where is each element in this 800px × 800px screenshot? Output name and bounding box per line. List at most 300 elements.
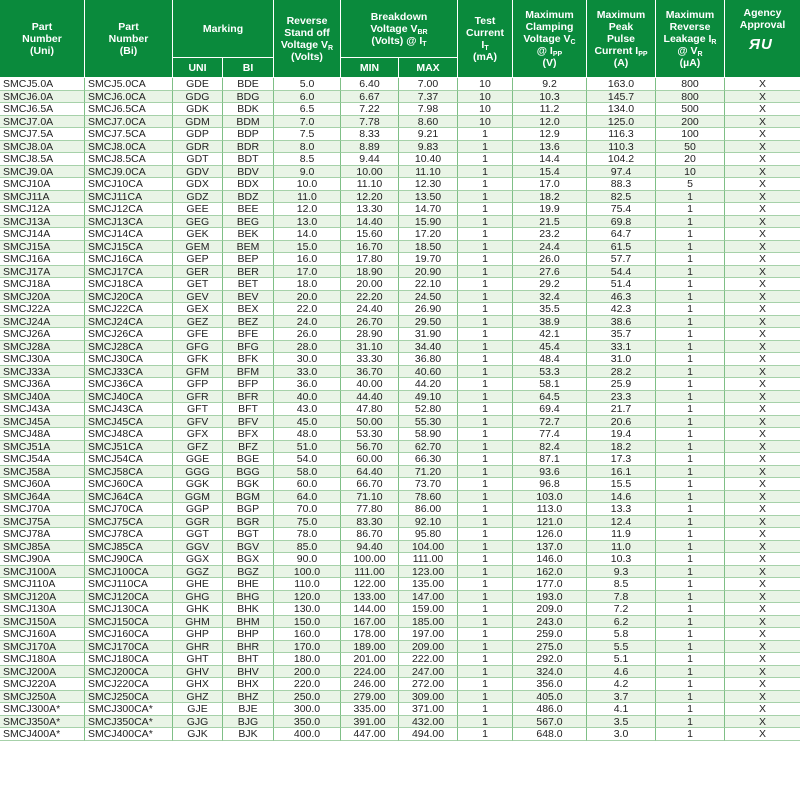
cell-it: 10	[458, 78, 513, 91]
cell-ipp: 54.4	[587, 266, 656, 279]
cell-vc: 32.4	[513, 291, 587, 304]
cell-vbr-max: 123.00	[399, 566, 458, 579]
cell-it: 1	[458, 678, 513, 691]
cell-vc: 48.4	[513, 353, 587, 366]
cell-ipp: 4.6	[587, 666, 656, 679]
table-row	[0, 91, 800, 104]
cell-ir: 1	[656, 253, 725, 266]
cell-part-bi: SMCJ54CA	[85, 453, 173, 466]
cell-vbr-min: 178.00	[341, 628, 399, 641]
cell-vc: 53.3	[513, 366, 587, 379]
cell-it: 1	[458, 266, 513, 279]
cell-marking-uni: GDT	[173, 153, 223, 166]
cell-agency: X	[725, 516, 800, 529]
cell-vr: 15.0	[274, 241, 341, 254]
cell-ipp: 13.3	[587, 503, 656, 516]
cell-ir: 1	[656, 491, 725, 504]
cell-part-uni: SMCJ6.5A	[0, 103, 85, 116]
cell-part-bi: SMCJ150CA	[85, 616, 173, 629]
cell-marking-bi: BGE	[223, 453, 274, 466]
cell-vbr-max: 222.00	[399, 653, 458, 666]
cell-marking-uni: GEK	[173, 228, 223, 241]
cell-vr: 350.0	[274, 716, 341, 729]
svg-text:U: U	[760, 36, 772, 53]
cell-marking-uni: GGT	[173, 528, 223, 541]
cell-ipp: 20.6	[587, 416, 656, 429]
cell-ipp: 5.5	[587, 641, 656, 654]
cell-part-uni: SMCJ60A	[0, 478, 85, 491]
cell-ir: 1	[656, 616, 725, 629]
cell-ir: 1	[656, 703, 725, 716]
cell-part-bi: SMCJ51CA	[85, 441, 173, 454]
cell-vr: 58.0	[274, 466, 341, 479]
header-ir-line4	[677, 45, 702, 57]
cell-it: 1	[458, 666, 513, 679]
cell-ir: 800	[656, 78, 725, 91]
cell-vr: 45.0	[274, 416, 341, 429]
cell-vbr-min: 14.40	[341, 216, 399, 229]
cell-vbr-max: 494.00	[399, 728, 458, 741]
cell-vr: 28.0	[274, 341, 341, 354]
cell-vr: 110.0	[274, 578, 341, 591]
cell-ipp: 3.5	[587, 716, 656, 729]
cell-it: 1	[458, 691, 513, 704]
cell-ir: 200	[656, 116, 725, 129]
cell-agency: X	[725, 253, 800, 266]
cell-ir: 1	[656, 716, 725, 729]
header-part-bi	[85, 0, 173, 78]
cell-marking-uni: GDR	[173, 141, 223, 154]
header-part-uni-line2: Number	[22, 32, 62, 45]
cell-marking-bi: BDP	[223, 128, 274, 141]
cell-agency: X	[725, 328, 800, 341]
cell-part-bi: SMCJ7.0CA	[85, 116, 173, 129]
cell-ir: 1	[656, 641, 725, 654]
cell-agency: X	[725, 491, 800, 504]
cell-vbr-min: 18.90	[341, 266, 399, 279]
cell-part-bi: SMCJ30CA	[85, 353, 173, 366]
table-row	[0, 203, 800, 216]
cell-vr: 90.0	[274, 553, 341, 566]
cell-marking-uni: GDG	[173, 91, 223, 104]
cell-vbr-min: 28.90	[341, 328, 399, 341]
table-row	[0, 216, 800, 229]
cell-vbr-max: 12.30	[399, 178, 458, 191]
cell-part-uni: SMCJ13A	[0, 216, 85, 229]
cell-part-bi: SMCJ24CA	[85, 316, 173, 329]
cell-vc: 26.0	[513, 253, 587, 266]
cell-vr: 8.0	[274, 141, 341, 154]
cell-marking-uni: GFV	[173, 416, 223, 429]
cell-marking-bi: BDG	[223, 91, 274, 104]
cell-ir: 1	[656, 316, 725, 329]
cell-it: 1	[458, 216, 513, 229]
cell-vbr-max: 272.00	[399, 678, 458, 691]
table-row	[0, 641, 800, 654]
svg-text:Я: Я	[748, 36, 760, 53]
cell-vbr-max: 309.00	[399, 691, 458, 704]
cell-vc: 24.4	[513, 241, 587, 254]
cell-vbr-min: 44.40	[341, 391, 399, 404]
cell-ipp: 11.0	[587, 541, 656, 554]
cell-ipp: 6.2	[587, 616, 656, 629]
cell-vbr-max: 66.30	[399, 453, 458, 466]
cell-vc: 93.6	[513, 466, 587, 479]
cell-part-uni: SMCJ250A	[0, 691, 85, 704]
cell-marking-bi: BDR	[223, 141, 274, 154]
table-row	[0, 503, 800, 516]
cell-ir: 800	[656, 91, 725, 104]
cell-part-bi: SMCJ250CA	[85, 691, 173, 704]
table-row	[0, 578, 800, 591]
cell-marking-bi: BDX	[223, 178, 274, 191]
cell-vbr-max: 26.90	[399, 303, 458, 316]
cell-agency: X	[725, 141, 800, 154]
cell-vc: 23.2	[513, 228, 587, 241]
cell-vbr-min: 189.00	[341, 641, 399, 654]
cell-vbr-max: 9.83	[399, 141, 458, 154]
cell-it: 1	[458, 566, 513, 579]
cell-it: 1	[458, 616, 513, 629]
cell-agency: X	[725, 316, 800, 329]
cell-part-uni: SMCJ18A	[0, 278, 85, 291]
cell-it: 1	[458, 541, 513, 554]
cell-agency: X	[725, 641, 800, 654]
cell-ir: 1	[656, 528, 725, 541]
cell-vr: 12.0	[274, 203, 341, 216]
cell-agency: X	[725, 403, 800, 416]
cell-marking-bi: BFV	[223, 416, 274, 429]
cell-vr: 30.0	[274, 353, 341, 366]
cell-marking-uni: GFX	[173, 428, 223, 441]
cell-marking-bi: BFZ	[223, 441, 274, 454]
cell-marking-bi: BHX	[223, 678, 274, 691]
header-part-bi-line1: Part	[118, 20, 139, 33]
cell-vr: 26.0	[274, 328, 341, 341]
cell-part-bi: SMCJ5.0CA	[85, 78, 173, 91]
cell-ipp: 134.0	[587, 103, 656, 116]
cell-marking-bi: BEX	[223, 303, 274, 316]
cell-marking-uni: GEZ	[173, 316, 223, 329]
cell-it: 10	[458, 116, 513, 129]
header-vc-line1: Maximum	[525, 8, 574, 21]
cell-part-bi: SMCJ14CA	[85, 228, 173, 241]
cell-part-uni: SMCJ10A	[0, 178, 85, 191]
cell-vc: 243.0	[513, 616, 587, 629]
cell-part-uni: SMCJ12A	[0, 203, 85, 216]
cell-marking-bi: BEM	[223, 241, 274, 254]
cell-ir: 1	[656, 466, 725, 479]
cell-agency: X	[725, 453, 800, 466]
cell-vr: 130.0	[274, 603, 341, 616]
cell-it: 1	[458, 128, 513, 141]
table-row	[0, 666, 800, 679]
cell-part-bi: SMCJ85CA	[85, 541, 173, 554]
cell-part-uni: SMCJ11A	[0, 191, 85, 204]
cell-part-uni: SMCJ200A	[0, 666, 85, 679]
cell-part-bi: SMCJ20CA	[85, 291, 173, 304]
cell-vbr-max: 13.50	[399, 191, 458, 204]
cell-vbr-max: 62.70	[399, 441, 458, 454]
cell-part-bi: SMCJ13CA	[85, 216, 173, 229]
cell-ir: 500	[656, 103, 725, 116]
header-ir-line3	[664, 33, 717, 45]
cell-part-bi: SMCJ200CA	[85, 666, 173, 679]
cell-part-uni: SMCJ5.0A	[0, 78, 85, 91]
cell-ipp: 51.4	[587, 278, 656, 291]
cell-agency: X	[725, 303, 800, 316]
cell-part-uni: SMCJ170A	[0, 641, 85, 654]
cell-marking-bi: BHV	[223, 666, 274, 679]
cell-vbr-min: 56.70	[341, 441, 399, 454]
cell-ir: 1	[656, 216, 725, 229]
header-vbr-line3	[371, 35, 426, 47]
header-ipp-line1: Maximum	[596, 8, 646, 21]
cell-agency: X	[725, 241, 800, 254]
header-marking	[173, 0, 274, 58]
table-row	[0, 153, 800, 166]
cell-marking-uni: GHG	[173, 591, 223, 604]
cell-it: 1	[458, 641, 513, 654]
cell-part-bi: SMCJ58CA	[85, 466, 173, 479]
cell-marking-bi: BEP	[223, 253, 274, 266]
cell-vbr-min: 144.00	[341, 603, 399, 616]
cell-vbr-min: 6.40	[341, 78, 399, 91]
cell-it: 1	[458, 366, 513, 379]
cell-vbr-min: 201.00	[341, 653, 399, 666]
cell-part-uni: SMCJ22A	[0, 303, 85, 316]
cell-part-uni: SMCJ120A	[0, 591, 85, 604]
cell-ipp: 21.7	[587, 403, 656, 416]
cell-marking-bi: BGR	[223, 516, 274, 529]
cell-ir: 1	[656, 403, 725, 416]
cell-marking-bi: BFT	[223, 403, 274, 416]
cell-marking-bi: BEG	[223, 216, 274, 229]
cell-marking-bi: BER	[223, 266, 274, 279]
cell-part-bi: SMCJ64CA	[85, 491, 173, 504]
cell-ir: 1	[656, 666, 725, 679]
cell-marking-uni: GHX	[173, 678, 223, 691]
cell-vc: 69.4	[513, 403, 587, 416]
cell-agency: X	[725, 91, 800, 104]
cell-marking-bi: BEK	[223, 228, 274, 241]
cell-vr: 85.0	[274, 541, 341, 554]
cell-agency: X	[725, 666, 800, 679]
cell-ir: 1	[656, 266, 725, 279]
cell-part-uni: SMCJ64A	[0, 491, 85, 504]
table-row	[0, 728, 800, 741]
cell-ir: 1	[656, 303, 725, 316]
header-marking-label: Marking	[202, 22, 244, 35]
cell-ir: 1	[656, 691, 725, 704]
cell-marking-uni: GHE	[173, 578, 223, 591]
cell-part-uni: SMCJ7.0A	[0, 116, 85, 129]
cell-ir: 1	[656, 628, 725, 641]
cell-agency: X	[725, 716, 800, 729]
cell-marking-uni: GEP	[173, 253, 223, 266]
cell-vc: 356.0	[513, 678, 587, 691]
cell-agency: X	[725, 203, 800, 216]
header-vc-line3	[523, 33, 575, 45]
table-row	[0, 441, 800, 454]
header-it-line2: Current	[466, 26, 504, 39]
cell-marking-uni: GHZ	[173, 691, 223, 704]
cell-part-uni: SMCJ20A	[0, 291, 85, 304]
cell-marking-uni: GEG	[173, 216, 223, 229]
cell-agency: X	[725, 528, 800, 541]
table-row	[0, 278, 800, 291]
cell-agency: X	[725, 578, 800, 591]
cell-vc: 18.2	[513, 191, 587, 204]
cell-ipp: 23.3	[587, 391, 656, 404]
cell-agency: X	[725, 116, 800, 129]
cell-ipp: 42.3	[587, 303, 656, 316]
cell-part-uni: SMCJ30A	[0, 353, 85, 366]
cell-part-uni: SMCJ17A	[0, 266, 85, 279]
cell-part-bi: SMCJ130CA	[85, 603, 173, 616]
cell-part-bi: SMCJ110CA	[85, 578, 173, 591]
cell-marking-bi: BFX	[223, 428, 274, 441]
cell-vr: 60.0	[274, 478, 341, 491]
header-it	[458, 0, 513, 78]
cell-it: 1	[458, 166, 513, 179]
cell-part-bi: SMCJ12CA	[85, 203, 173, 216]
header-vr-line3	[281, 39, 333, 51]
cell-vbr-max: 10.40	[399, 153, 458, 166]
cell-ipp: 125.0	[587, 116, 656, 129]
cell-marking-uni: GGP	[173, 503, 223, 516]
cell-ir: 100	[656, 128, 725, 141]
cell-vr: 64.0	[274, 491, 341, 504]
cell-vbr-min: 11.10	[341, 178, 399, 191]
cell-marking-uni: GER	[173, 266, 223, 279]
cell-it: 1	[458, 453, 513, 466]
cell-ir: 5	[656, 178, 725, 191]
cell-ir: 1	[656, 203, 725, 216]
table-row	[0, 491, 800, 504]
cell-part-bi: SMCJ26CA	[85, 328, 173, 341]
cell-ipp: 4.1	[587, 703, 656, 716]
cell-it: 1	[458, 391, 513, 404]
cell-marking-uni: GHT	[173, 653, 223, 666]
cell-marking-uni: GJK	[173, 728, 223, 741]
cell-ir: 1	[656, 278, 725, 291]
cell-marking-bi: BGP	[223, 503, 274, 516]
cell-vr: 36.0	[274, 378, 341, 391]
cell-ipp: 11.9	[587, 528, 656, 541]
cell-part-uni: SMCJ350A*	[0, 716, 85, 729]
cell-vr: 8.5	[274, 153, 341, 166]
cell-ir: 1	[656, 341, 725, 354]
cell-part-bi: SMCJ7.5CA	[85, 128, 173, 141]
cell-vbr-max: 52.80	[399, 403, 458, 416]
cell-agency: X	[725, 478, 800, 491]
cell-vbr-min: 50.00	[341, 416, 399, 429]
cell-vc: 405.0	[513, 691, 587, 704]
cell-vbr-max: 19.70	[399, 253, 458, 266]
header-vc-pp-sub: PP	[552, 50, 563, 58]
cell-marking-bi: BGM	[223, 491, 274, 504]
cell-vr: 11.0	[274, 191, 341, 204]
cell-part-uni: SMCJ130A	[0, 603, 85, 616]
table-row	[0, 116, 800, 129]
cell-vr: 6.0	[274, 91, 341, 104]
cell-agency: X	[725, 653, 800, 666]
header-vbr-max	[399, 58, 458, 78]
cell-vr: 5.0	[274, 78, 341, 91]
header-vbr-line2	[370, 23, 427, 35]
cell-vr: 33.0	[274, 366, 341, 379]
header-ir	[656, 0, 725, 78]
cell-marking-bi: BGK	[223, 478, 274, 491]
cell-part-bi: SMCJ8.0CA	[85, 141, 173, 154]
cell-vc: 11.2	[513, 103, 587, 116]
cell-vbr-min: 94.40	[341, 541, 399, 554]
cell-vc: 137.0	[513, 541, 587, 554]
cell-marking-bi: BET	[223, 278, 274, 291]
cell-marking-uni: GGE	[173, 453, 223, 466]
cell-marking-uni: GDZ	[173, 191, 223, 204]
cell-marking-uni: GFP	[173, 378, 223, 391]
cell-it: 1	[458, 228, 513, 241]
cell-vr: 43.0	[274, 403, 341, 416]
cell-ipp: 38.6	[587, 316, 656, 329]
cell-vr: 16.0	[274, 253, 341, 266]
table-row	[0, 366, 800, 379]
cell-part-uni: SMCJ90A	[0, 553, 85, 566]
cell-vc: 27.6	[513, 266, 587, 279]
cell-vbr-min: 86.70	[341, 528, 399, 541]
cell-vbr-min: 246.00	[341, 678, 399, 691]
cell-agency: X	[725, 566, 800, 579]
cell-vc: 13.6	[513, 141, 587, 154]
cell-vbr-min: 12.20	[341, 191, 399, 204]
cell-agency: X	[725, 353, 800, 366]
cell-vc: 58.1	[513, 378, 587, 391]
cell-vbr-max: 34.40	[399, 341, 458, 354]
cell-agency: X	[725, 728, 800, 741]
table-row	[0, 616, 800, 629]
cell-ir: 1	[656, 591, 725, 604]
cell-vbr-min: 9.44	[341, 153, 399, 166]
cell-vbr-min: 7.78	[341, 116, 399, 129]
cell-vr: 7.5	[274, 128, 341, 141]
cell-vbr-min: 8.33	[341, 128, 399, 141]
table-row	[0, 141, 800, 154]
cell-it: 1	[458, 253, 513, 266]
cell-ipp: 25.9	[587, 378, 656, 391]
cell-part-bi: SMCJ78CA	[85, 528, 173, 541]
cell-marking-uni: GHK	[173, 603, 223, 616]
cell-vr: 100.0	[274, 566, 341, 579]
cell-part-bi: SMCJ17CA	[85, 266, 173, 279]
cell-part-bi: SMCJ6.0CA	[85, 91, 173, 104]
cell-ir: 1	[656, 503, 725, 516]
cell-ipp: 19.4	[587, 428, 656, 441]
cell-vr: 48.0	[274, 428, 341, 441]
cell-vc: 292.0	[513, 653, 587, 666]
cell-ipp: 163.0	[587, 78, 656, 91]
table-row	[0, 716, 800, 729]
table-row	[0, 253, 800, 266]
cell-part-bi: SMCJ180CA	[85, 653, 173, 666]
table-row	[0, 566, 800, 579]
cell-vbr-max: 14.70	[399, 203, 458, 216]
header-vbr	[341, 0, 458, 58]
cell-vbr-min: 17.80	[341, 253, 399, 266]
cell-vc: 146.0	[513, 553, 587, 566]
cell-marking-bi: BDZ	[223, 191, 274, 204]
